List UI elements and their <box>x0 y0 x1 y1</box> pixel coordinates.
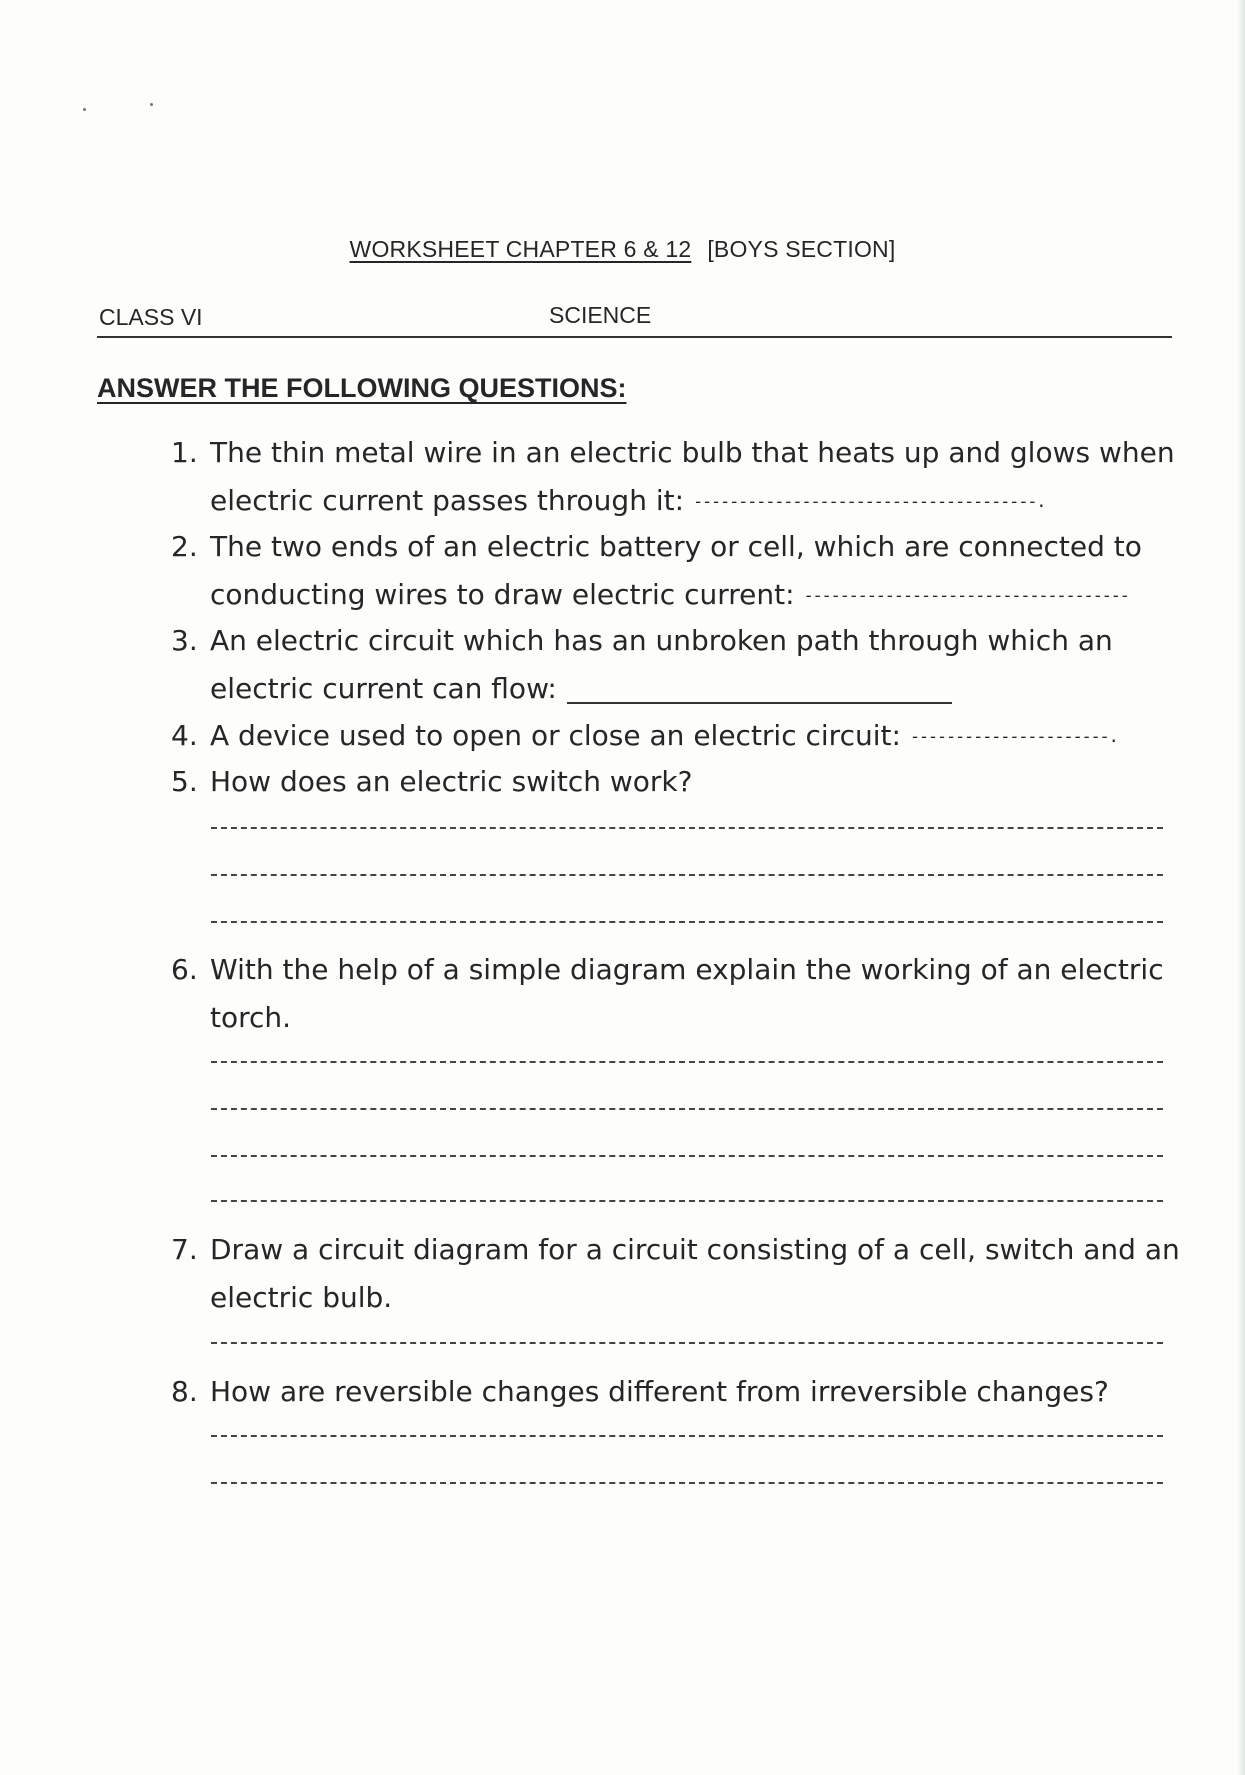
question-2 <box>171 523 1181 620</box>
question-text: electric current passes through it: <box>210 484 685 517</box>
question-number: 8. <box>171 1375 198 1408</box>
worksheet-title <box>0 236 1245 263</box>
scan-edge <box>1237 0 1245 1775</box>
question-number: 4. <box>171 719 198 752</box>
question-number: 7. <box>171 1233 198 1266</box>
question-text: How does an electric switch work? <box>210 765 693 798</box>
subject-label: SCIENCE <box>549 302 652 328</box>
question-text: torch. <box>210 1001 292 1034</box>
question-5 <box>171 758 1181 806</box>
question-text: With the help of a simple diagram explain the working of an electric <box>210 953 1164 986</box>
question-text: How are reversible changes different from irreversible changes? <box>210 1375 1109 1408</box>
answer-line[interactable] <box>211 1342 1163 1344</box>
question-4 <box>171 712 1181 761</box>
scan-speck <box>150 103 153 106</box>
answer-line[interactable] <box>211 1435 1163 1437</box>
answer-blank[interactable]: ----------------------. <box>909 727 1118 747</box>
worksheet-title-section: [BOYS SECTION] <box>707 236 896 262</box>
answer-line[interactable] <box>211 1108 1163 1110</box>
answer-line[interactable] <box>211 874 1163 876</box>
answer-blank[interactable]: ------------------------------------ <box>803 586 1129 606</box>
question-text: Draw a circuit diagram for a circuit consisting of a cell, switch and an <box>210 1233 1180 1266</box>
answer-blank[interactable]: --------------------------------------. <box>692 492 1046 512</box>
worksheet-title-main: WORKSHEET CHAPTER 6 & 12 <box>349 236 692 262</box>
question-text: conducting wires to draw electric current: <box>210 578 795 611</box>
question-number: 5. <box>171 765 198 798</box>
instructions-heading: ANSWER THE FOLLOWING QUESTIONS: <box>97 373 627 403</box>
question-3 <box>171 617 1181 713</box>
answer-line[interactable] <box>211 827 1163 829</box>
answer-line[interactable] <box>211 1482 1163 1484</box>
scan-speck <box>83 108 86 111</box>
question-8 <box>171 1368 1181 1416</box>
question-text: The two ends of an electric battery or cell, which are connected to <box>210 530 1142 563</box>
question-7 <box>171 1226 1181 1322</box>
answer-underline[interactable] <box>567 674 952 704</box>
question-text: electric bulb. <box>210 1281 393 1314</box>
question-number: 2. <box>171 530 198 563</box>
answer-line[interactable] <box>211 1200 1163 1202</box>
answer-line[interactable] <box>211 1155 1163 1157</box>
answer-line[interactable] <box>211 1061 1163 1063</box>
question-number: 6. <box>171 953 198 986</box>
question-1 <box>171 429 1181 526</box>
answer-line[interactable] <box>211 921 1163 923</box>
question-6 <box>171 946 1181 1042</box>
question-text: The thin metal wire in an electric bulb that heats up and glows when <box>210 436 1175 469</box>
question-text: An electric circuit which has an unbroken path through which an <box>210 624 1113 657</box>
class-label: CLASS VI <box>99 304 203 330</box>
header-divider <box>97 336 1172 338</box>
question-text: electric current can flow: <box>210 672 557 705</box>
question-number: 1. <box>171 436 198 469</box>
question-number: 3. <box>171 624 198 657</box>
question-text: A device used to open or close an electric circuit: <box>210 719 901 752</box>
